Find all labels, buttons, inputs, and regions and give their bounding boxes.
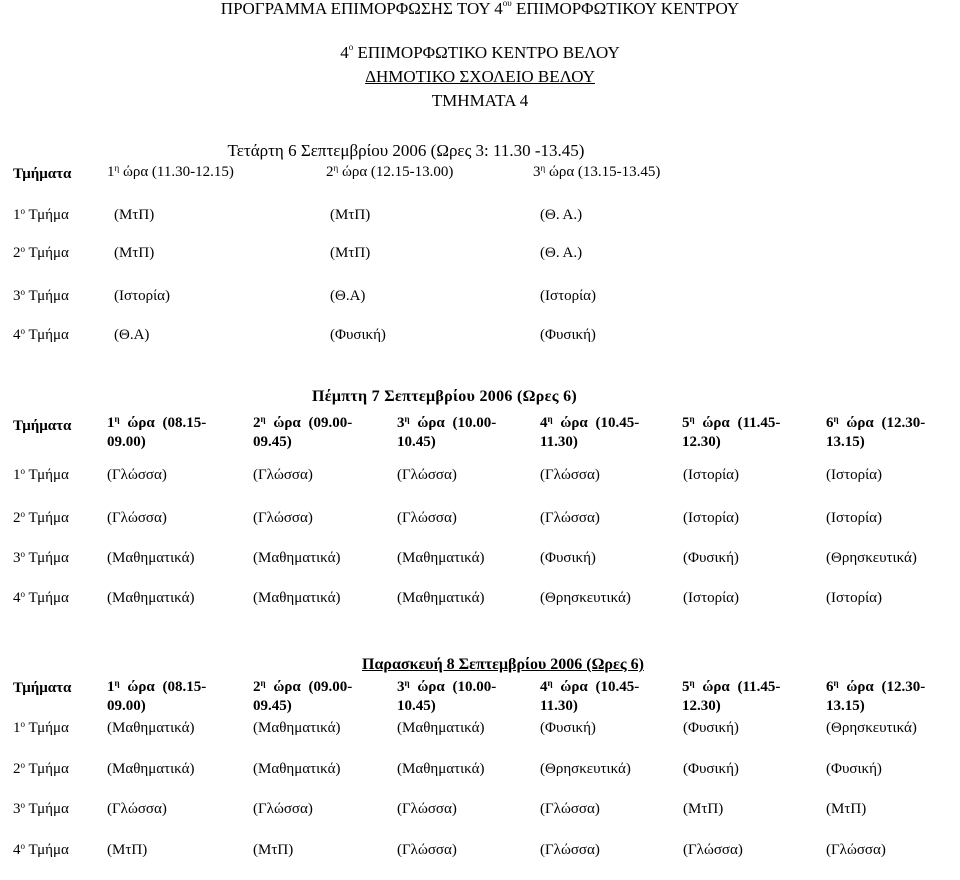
hour-number: 4 — [540, 679, 548, 695]
subject-cell: (Θρησκευτικά) — [826, 550, 917, 566]
section-text: Τμήμα — [25, 842, 69, 858]
hour-sup: η — [260, 678, 266, 688]
subject-cell: (Ιστορία) — [683, 467, 739, 483]
subject-cell: (Ιστορία) — [826, 590, 882, 606]
subject-cell: (Γλώσσα) — [540, 467, 600, 483]
hour-sup: η — [333, 163, 339, 173]
hour-number: 1 — [107, 679, 115, 695]
section-number: 4 — [13, 327, 21, 343]
hour-text: ώρα (09.00- — [265, 415, 353, 431]
day2-header-sections: Τμήματα — [13, 418, 72, 434]
subject-cell: (Γλώσσα) — [683, 842, 743, 858]
hour-header — [682, 416, 780, 431]
hour-number: 3 — [397, 415, 405, 431]
section-text: Τμήμα — [25, 720, 69, 736]
subject-cell: (Γλώσσα) — [253, 801, 313, 817]
hour-sup: η — [114, 678, 120, 688]
subject-cell: (Γλώσσα) — [540, 842, 600, 858]
hour-header — [540, 416, 639, 431]
section-sup: ο — [20, 760, 25, 770]
title-text: ΠΡΟΓΡΑΜΜΑ ΕΠΙΜΟΡΦΩΣΗΣ ΤΟΥ 4 — [220, 0, 503, 18]
subject-cell: (Μαθηματικά) — [107, 590, 195, 606]
subject-cell: (Φυσική) — [540, 550, 596, 566]
section-number: 2 — [13, 761, 21, 777]
subject-cell: (Μαθηματικά) — [253, 761, 341, 777]
hour-text: ώρα (12.30- — [838, 679, 926, 695]
hour-header — [397, 680, 496, 695]
title-sup: ου — [502, 0, 512, 8]
hour-number: 3 — [397, 679, 405, 695]
day1-header-hour-3 — [533, 165, 660, 180]
hour-number: 2 — [253, 415, 261, 431]
hour-number: 3 — [533, 164, 541, 180]
section-label — [13, 721, 69, 736]
subject-cell: (Μαθηματικά) — [397, 590, 485, 606]
school-name: ΔΗΜΟΤΙΚΟ ΣΧΟΛΕΙΟ ΒΕΛΟΥ — [365, 67, 595, 86]
day2-title: Πέμπτη 7 Σεπτεμβρίου 2006 (Ωρες 6) — [312, 388, 577, 405]
subject-cell: (Μαθηματικά) — [253, 550, 341, 566]
subject-cell: (Γλώσσα) — [107, 801, 167, 817]
subject-cell: (Γλώσσα) — [107, 467, 167, 483]
hour-number: 2 — [253, 679, 261, 695]
hour-text: ώρα (08.15- — [119, 415, 207, 431]
subject-cell: (Ιστορία) — [826, 467, 882, 483]
subject-cell: (Μαθηματικά) — [107, 761, 195, 777]
hour-number: 6 — [826, 415, 834, 431]
document-title — [221, 0, 739, 17]
section-sup: ο — [20, 244, 25, 254]
section-sup: ο — [20, 549, 25, 559]
subject-cell: (Φυσική) — [683, 720, 739, 736]
subject-cell: (Γλώσσα) — [540, 510, 600, 526]
subject-cell: (Μαθηματικά) — [107, 720, 195, 736]
subject-cell: (Γλώσσα) — [826, 842, 886, 858]
subject-cell: (Μαθηματικά) — [397, 550, 485, 566]
hour-header — [826, 416, 925, 431]
subject-cell: (Φυσική) — [540, 327, 596, 343]
hour-header — [682, 680, 780, 695]
subject-cell: (Ιστορία) — [540, 288, 596, 304]
day1-header-hour-1 — [107, 165, 234, 180]
hour-sup: η — [547, 678, 553, 688]
section-sup: ο — [20, 589, 25, 599]
hour-header-end: 09.00) — [107, 434, 146, 450]
hour-header — [253, 680, 352, 695]
section-sup: ο — [20, 206, 25, 216]
hour-header-end: 09.45) — [253, 434, 292, 450]
subject-cell: (Μαθηματικά) — [397, 761, 485, 777]
section-label — [13, 551, 69, 566]
hour-sup: η — [260, 414, 266, 424]
hour-sup: η — [404, 414, 410, 424]
subject-cell: (Φυσική) — [540, 720, 596, 736]
section-text: Τμήμα — [25, 590, 69, 606]
section-number: 4 — [13, 842, 21, 858]
hour-text: ώρα (09.00- — [265, 679, 353, 695]
hour-text: ώρα (08.15- — [119, 679, 207, 695]
subject-cell: (Θ.Α) — [330, 288, 366, 304]
section-number: 1 — [13, 720, 21, 736]
subject-cell: (Γλώσσα) — [397, 842, 457, 858]
hour-text: ώρα (11.30-12.15) — [119, 164, 234, 180]
section-text: Τμήμα — [25, 550, 69, 566]
hour-header-end: 12.30) — [682, 434, 721, 450]
section-sup: ο — [20, 509, 25, 519]
day1-title: Τετάρτη 6 Σεπτεμβρίου 2006 (Ωρες 3: 11.30 -13.45) — [227, 141, 585, 160]
section-text: Τμήμα — [25, 327, 69, 343]
hour-sup: η — [689, 678, 695, 688]
section-label — [13, 328, 69, 343]
subject-cell: (Μαθηματικά) — [397, 720, 485, 736]
section-number: 4 — [13, 590, 21, 606]
subject-cell: (ΜτΠ) — [253, 842, 294, 858]
subject-cell: (Γλώσσα) — [253, 467, 313, 483]
section-sup: ο — [20, 719, 25, 729]
section-text: Τμήμα — [25, 801, 69, 817]
title-text-end: ΕΠΙΜΟΡΦΩΤΙΚΟΥ ΚΕΝΤΡΟΥ — [511, 0, 740, 18]
section-label — [13, 468, 69, 483]
subject-cell: (Θρησκευτικά) — [540, 590, 631, 606]
hour-number: 2 — [326, 164, 334, 180]
section-label — [13, 762, 69, 777]
subject-cell: (Θρησκευτικά) — [540, 761, 631, 777]
hour-header-end: 12.30) — [682, 698, 721, 714]
section-sup: ο — [20, 466, 25, 476]
subject-cell: (Μαθηματικά) — [107, 550, 195, 566]
day3-title: Παρασκευή 8 Σεπτεμβρίου 2006 (Ωρες 6) — [362, 656, 644, 673]
section-label — [13, 246, 69, 261]
hour-header-end: 13.15) — [826, 434, 865, 450]
hour-sup: η — [114, 414, 120, 424]
hour-text: ώρα (10.00- — [409, 679, 497, 695]
section-sup: ο — [20, 326, 25, 336]
hour-header — [107, 416, 206, 431]
hour-text: ώρα (12.15-13.00) — [338, 164, 454, 180]
subject-cell: (Φυσική) — [826, 761, 882, 777]
section-number: 3 — [13, 801, 21, 817]
center-sup: ο — [348, 42, 354, 52]
section-number: 3 — [13, 550, 21, 566]
hour-header-end: 11.30) — [540, 434, 578, 450]
hour-text: ώρα (10.45- — [552, 415, 640, 431]
center-name — [340, 44, 620, 61]
subject-cell: (Μαθηματικά) — [253, 720, 341, 736]
section-number: 1 — [13, 467, 21, 483]
subject-cell: (Φυσική) — [330, 327, 386, 343]
subject-cell: (Θρησκευτικά) — [826, 720, 917, 736]
hour-header-end: 09.45) — [253, 698, 292, 714]
subject-cell: (Ιστορία) — [114, 288, 170, 304]
subject-cell: (Ιστορία) — [826, 510, 882, 526]
section-text: Τμήμα — [25, 245, 69, 261]
subject-cell: (ΜτΠ) — [683, 801, 724, 817]
hour-header-end: 10.45) — [397, 698, 436, 714]
hour-header — [107, 680, 206, 695]
section-label — [13, 802, 69, 817]
center-text: ΕΠΙΜΟΡΦΩΤΙΚΟ ΚΕΝΤΡΟ ΒΕΛΟΥ — [353, 43, 620, 62]
subject-cell: (Θ. Α.) — [540, 245, 583, 261]
hour-text: ώρα (10.45- — [552, 679, 640, 695]
day1-header-hour-2 — [326, 165, 453, 180]
section-sup: ο — [20, 800, 25, 810]
subject-cell: (Ιστορία) — [683, 590, 739, 606]
hour-header-end: 13.15) — [826, 698, 865, 714]
hour-sup: η — [114, 163, 120, 173]
section-number: 2 — [13, 245, 21, 261]
subject-cell: (ΜτΠ) — [826, 801, 867, 817]
hour-sup: η — [540, 163, 546, 173]
section-number: 3 — [13, 288, 21, 304]
subject-cell: (Γλώσσα) — [397, 467, 457, 483]
hour-header — [397, 416, 496, 431]
hour-sup: η — [833, 414, 839, 424]
sections-heading: ΤΜΗΜΑΤΑ 4 — [431, 91, 529, 110]
subject-cell: (Ιστορία) — [683, 510, 739, 526]
hour-header — [826, 680, 925, 695]
subject-cell: (Θ.Α) — [114, 327, 150, 343]
section-text: Τμήμα — [25, 207, 69, 223]
hour-number: 5 — [682, 679, 690, 695]
section-label — [13, 208, 69, 223]
hour-number: 1 — [107, 164, 115, 180]
hour-header-end: 11.30) — [540, 698, 578, 714]
section-label — [13, 843, 69, 858]
subject-cell: (Γλώσσα) — [253, 510, 313, 526]
section-number: 2 — [13, 510, 21, 526]
hour-text: ώρα (11.45- — [694, 679, 781, 695]
hour-number: 1 — [107, 415, 115, 431]
hour-number: 5 — [682, 415, 690, 431]
subject-cell: (Μαθηματικά) — [253, 590, 341, 606]
subject-cell: (Γλώσσα) — [107, 510, 167, 526]
section-text: Τμήμα — [25, 510, 69, 526]
hour-sup: η — [404, 678, 410, 688]
day1-header-sections: Τμήματα — [13, 166, 72, 182]
center-number: 4 — [340, 43, 349, 62]
subject-cell: (Γλώσσα) — [397, 510, 457, 526]
section-text: Τμήμα — [25, 288, 69, 304]
hour-number: 6 — [826, 679, 834, 695]
section-label — [13, 511, 69, 526]
section-sup: ο — [20, 841, 25, 851]
hour-header — [253, 416, 352, 431]
section-text: Τμήμα — [25, 761, 69, 777]
subject-cell: (ΜτΠ) — [107, 842, 148, 858]
subject-cell: (ΜτΠ) — [114, 207, 155, 223]
subject-cell: (Φυσική) — [683, 550, 739, 566]
subject-cell: (Γλώσσα) — [540, 801, 600, 817]
hour-number: 4 — [540, 415, 548, 431]
subject-cell: (Φυσική) — [683, 761, 739, 777]
hour-sup: η — [547, 414, 553, 424]
hour-sup: η — [833, 678, 839, 688]
section-text: Τμήμα — [25, 467, 69, 483]
hour-text: ώρα (11.45- — [694, 415, 781, 431]
subject-cell: (ΜτΠ) — [330, 245, 371, 261]
hour-header-end: 10.45) — [397, 434, 436, 450]
subject-cell: (ΜτΠ) — [114, 245, 155, 261]
hour-sup: η — [689, 414, 695, 424]
hour-text: ώρα (13.15-13.45) — [545, 164, 661, 180]
day3-header-sections: Τμήματα — [13, 680, 72, 696]
hour-text: ώρα (12.30- — [838, 415, 926, 431]
section-number: 1 — [13, 207, 21, 223]
subject-cell: (ΜτΠ) — [330, 207, 371, 223]
hour-text: ώρα (10.00- — [409, 415, 497, 431]
section-label — [13, 289, 69, 304]
hour-header-end: 09.00) — [107, 698, 146, 714]
subject-cell: (Θ. Α.) — [540, 207, 583, 223]
section-label — [13, 591, 69, 606]
hour-header — [540, 680, 639, 695]
subject-cell: (Γλώσσα) — [397, 801, 457, 817]
section-sup: ο — [20, 287, 25, 297]
